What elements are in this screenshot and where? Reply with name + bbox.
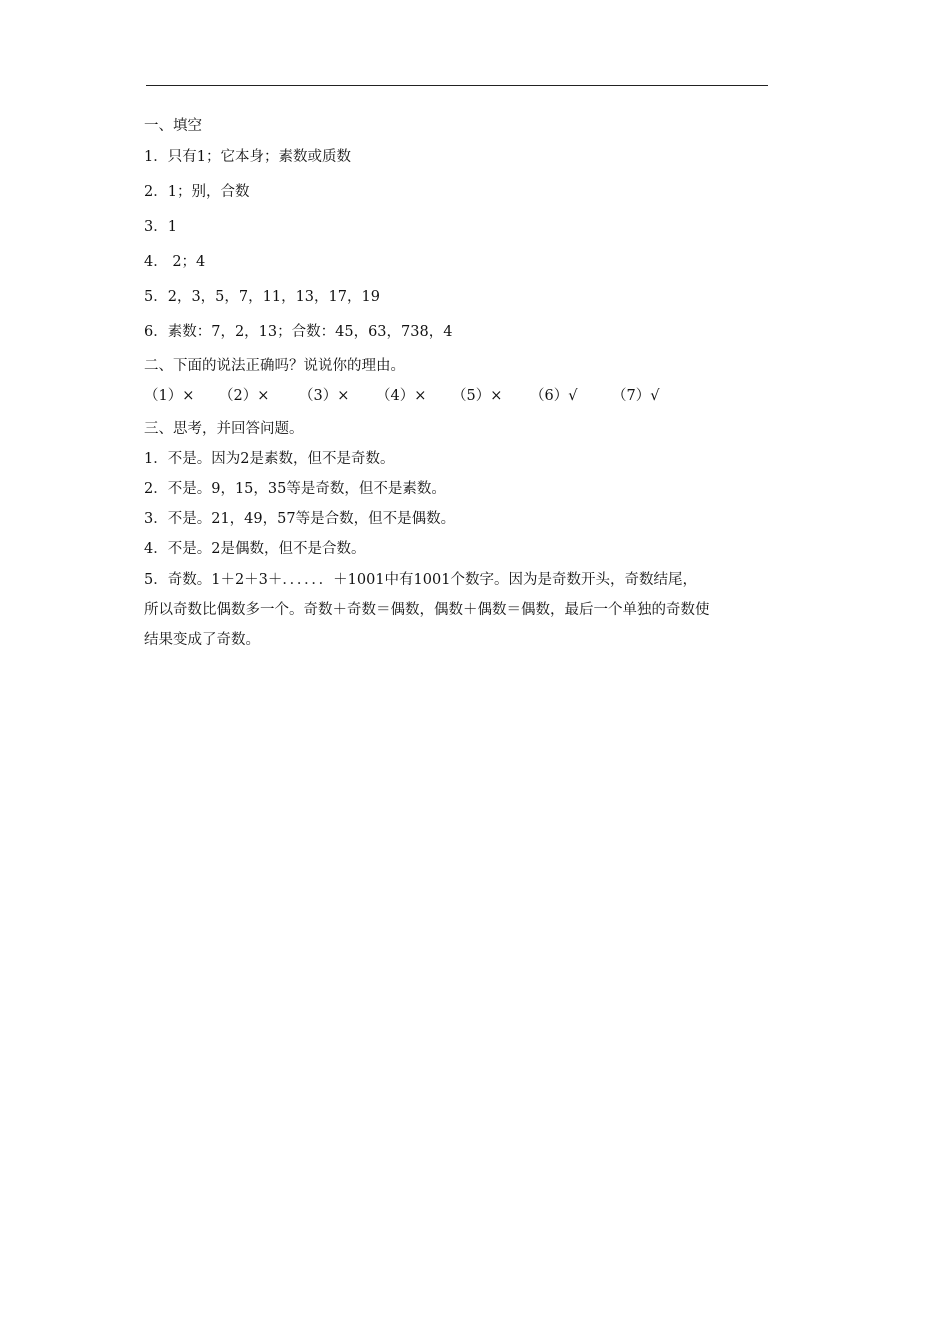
section-3-item-5 — [144, 565, 804, 655]
section-3-item-1: 1．不是。因为2是素数，但不是奇数。 — [144, 451, 395, 467]
section-1-item-6: 6．素数：7，2，13；合数：45，63，738，4 — [144, 324, 453, 340]
section-1-item-5: 5．2，3，5，7，11，13，17，19 — [144, 289, 380, 305]
section-1-item-2: 2．1；别，合数 — [144, 184, 250, 200]
answer-6: （6）√ — [530, 388, 578, 404]
answer-1: （1）× — [144, 388, 195, 404]
section-3-item-2: 2．不是。9，15，35等是奇数，但不是素数。 — [144, 481, 446, 497]
section-1-item-4: 4． 2；4 — [144, 254, 206, 270]
section-2-heading: 二、下面的说法正确吗？说说你的理由。 — [144, 358, 405, 374]
section-1-item-1: 1．只有1；它本身；素数或质数 — [144, 149, 351, 165]
answer-5: （5）× — [452, 388, 503, 404]
section-3-item-5-line-2: 所以奇数比偶数多一个。奇数＋奇数＝偶数，偶数＋偶数＝偶数，最后一个单独的奇数使 — [144, 602, 710, 618]
section-1-item-3: 3．1 — [144, 219, 177, 235]
answer-2: （2）× — [219, 388, 270, 404]
section-3-item-4: 4．不是。2是偶数，但不是合数。 — [144, 541, 366, 557]
section-2-answers — [144, 386, 704, 406]
section-3-heading: 三、思考，并回答问题。 — [144, 421, 304, 437]
header-rule — [146, 85, 768, 86]
answer-7: （7）√ — [612, 388, 660, 404]
section-3-item-3: 3．不是。21，49，57等是合数，但不是偶数。 — [144, 511, 456, 527]
answer-4: （4）× — [376, 388, 427, 404]
section-1-heading: 一、填空 — [144, 118, 202, 134]
section-3-item-5-line-1: 5．奇数。1＋2＋3＋．．．．．．＋1001中有1001个数字。因为是奇数开头，奇数结尾， — [144, 572, 697, 588]
section-3-item-5-line-3: 结果变成了奇数。 — [144, 632, 260, 648]
answer-3: （3）× — [299, 388, 350, 404]
